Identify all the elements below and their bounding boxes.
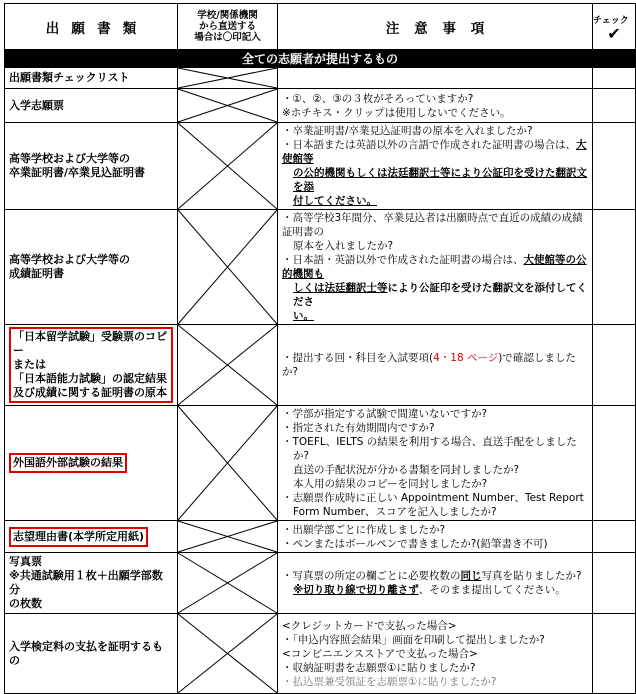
notes-cell xyxy=(278,68,593,89)
header-check: チェック ✔ xyxy=(593,4,636,50)
notes-cell: ・①、②、③の３枚がそろっていますか? ※ホチキス・クリップは使用しないでください。 xyxy=(278,89,593,123)
page-reference-link[interactable]: 4・18 ページ xyxy=(433,352,499,364)
document-name: 出願書類チェックリスト xyxy=(5,68,178,89)
direct-send-cell-disabled xyxy=(178,210,278,325)
checklist-table xyxy=(4,3,636,694)
check-cell[interactable] xyxy=(593,123,636,210)
document-name: 入学志願票 xyxy=(5,89,178,123)
check-mark-icon: ✔ xyxy=(607,23,621,43)
table-row xyxy=(5,325,636,406)
table-row xyxy=(5,406,636,521)
highlight-box: 志望理由書(本学所定用紙) xyxy=(9,527,148,547)
notes-cell: ・卒業証明書/卒業見込証明書の原本を入れましたか? ・日本語または英語以外の言語で作成された証明書の場合は、大使館等 の公的機関もしくは法廷翻訳士等により公証印を受けた翻訳文を添 付してください。 xyxy=(278,123,593,210)
check-cell[interactable] xyxy=(593,406,636,521)
check-cell[interactable] xyxy=(593,553,636,614)
highlight-box: 「日本留学試験」受験票のコピー または 「日本語能力試験」の認定結果 及び成績に関する証明書の原本 xyxy=(9,327,173,403)
header-documents: 出願書類 xyxy=(5,4,178,50)
check-cell[interactable] xyxy=(593,68,636,89)
notes-cell: ・出願学部ごとに作成しましたか? ・ペンまたはボールペンで書きましたか?(鉛筆書き不可) xyxy=(278,521,593,553)
highlight-box: 外国語外部試験の結果 xyxy=(9,453,127,473)
document-name: 写真票 ※共通試験用１枚＋出願学部数分 の枚数 xyxy=(5,553,178,614)
table-row xyxy=(5,553,636,614)
notes-cell: ・写真票の所定の欄ごとに必要枚数の同じ写真を貼りましたか? ※切り取り線で切り離さず、そのまま提出してください。 xyxy=(278,553,593,614)
document-name: 高等学校および大学等の 成績証明書 xyxy=(5,210,178,325)
document-name: 高等学校および大学等の 卒業証明書/卒業見込証明書 xyxy=(5,123,178,210)
table-row xyxy=(5,614,636,694)
direct-send-cell-disabled xyxy=(178,521,278,553)
document-name xyxy=(5,325,178,406)
table-row xyxy=(5,89,636,123)
direct-send-cell-disabled xyxy=(178,614,278,694)
direct-send-cell-disabled xyxy=(178,325,278,406)
document-name xyxy=(5,406,178,521)
table-row xyxy=(5,521,636,553)
section-all-applicants xyxy=(5,50,636,68)
header-notes: 注意事項 xyxy=(278,4,593,50)
table-row xyxy=(5,210,636,325)
notes-cell: <クレジットカードで支払った場合> ・「申込内容照会結果」画面を印刷して提出しましたか? <コンビニエンスストアで支払った場合> ・収納証明書を志願票①に貼りましたか? ・払込票兼受領証を志願票①に貼りましたか? xyxy=(278,614,593,694)
check-cell[interactable] xyxy=(593,210,636,325)
document-name xyxy=(5,521,178,553)
check-cell[interactable] xyxy=(593,521,636,553)
section-title: 全ての志願者が提出するもの xyxy=(5,50,636,68)
table-row xyxy=(5,123,636,210)
notes-cell: ・提出する回・科目を入試要項(4・18 ページ)で確認しましたか? xyxy=(278,325,593,406)
check-cell[interactable] xyxy=(593,89,636,123)
notes-cell: ・学部が指定する試験で間違いないですか? ・指定された有効期間内ですか? ・TOEFL、IELTS の結果を利用する場合、直送手配をしました か? 直送の手配状況が分かる書類を同封しましたか? 本人用の結果のコピーを同封しましたか? ・志願票作成時に正しい Appointment Number、Test Report Form Number、スコアを記入しましたか? xyxy=(278,406,593,521)
header-row xyxy=(5,4,636,50)
check-cell[interactable] xyxy=(593,325,636,406)
check-cell[interactable] xyxy=(593,614,636,694)
table-row xyxy=(5,68,636,89)
checklist-page xyxy=(4,3,634,688)
direct-send-cell-disabled xyxy=(178,123,278,210)
direct-send-cell-disabled xyxy=(178,406,278,521)
header-direct-send: 学校/関係機関 から直送する 場合は〇印記入 xyxy=(178,4,278,50)
direct-send-cell-disabled xyxy=(178,553,278,614)
direct-send-cell-disabled xyxy=(178,89,278,123)
notes-cell: ・高等学校3年間分、卒業見込者は出願時点で直近の成績の成績証明書の 原本を入れましたか? ・日本語・英語以外で作成された証明書の場合は、大使館等の公的機関も しくは法廷翻訳士等により公証印を受けた翻訳文を添付してくださ い。 xyxy=(278,210,593,325)
direct-send-cell-disabled xyxy=(178,68,278,89)
document-name: 入学検定料の支払を証明するもの xyxy=(5,614,178,694)
